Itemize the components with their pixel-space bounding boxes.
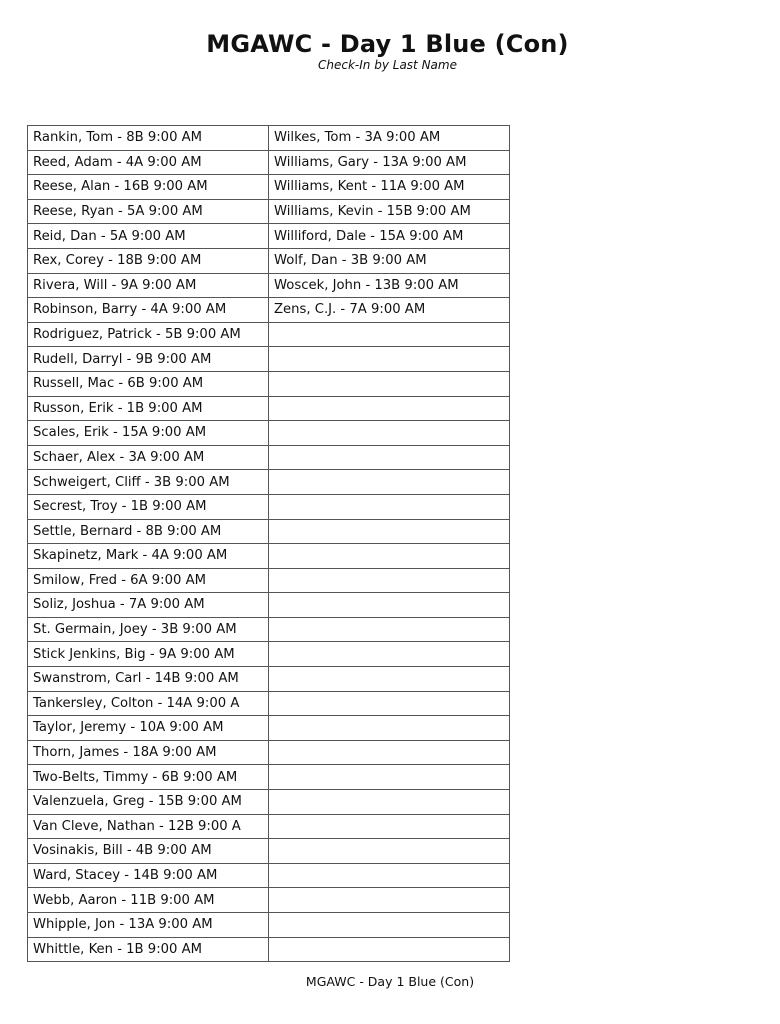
check-in-entry-right — [269, 667, 510, 692]
check-in-entry-left: Taylor, Jeremy - 10A 9:00 AM — [28, 716, 269, 741]
check-in-entry-left: Reid, Dan - 5A 9:00 AM — [28, 224, 269, 249]
check-in-entry-right — [269, 814, 510, 839]
check-in-entry-left: Reed, Adam - 4A 9:00 AM — [28, 150, 269, 175]
table-row — [28, 519, 510, 544]
table-row — [28, 371, 510, 396]
table-row — [28, 544, 510, 569]
table-row — [28, 716, 510, 741]
table-row — [28, 617, 510, 642]
check-in-entry-right — [269, 863, 510, 888]
check-in-table — [27, 125, 510, 962]
table-row — [28, 470, 510, 495]
check-in-entry-right — [269, 421, 510, 446]
table-row — [28, 199, 510, 224]
table-row — [28, 494, 510, 519]
check-in-entry-left: St. Germain, Joey - 3B 9:00 AM — [28, 617, 269, 642]
table-row — [28, 593, 510, 618]
table-row — [28, 175, 510, 200]
page-subtitle: Check-In by Last Name — [318, 58, 457, 72]
check-in-entry-left: Schaer, Alex - 3A 9:00 AM — [28, 445, 269, 470]
check-in-entry-right — [269, 322, 510, 347]
check-in-entry-left: Skapinetz, Mark - 4A 9:00 AM — [28, 544, 269, 569]
check-in-entry-right: Williams, Gary - 13A 9:00 AM — [269, 150, 510, 175]
check-in-entry-right — [269, 617, 510, 642]
table-row — [28, 691, 510, 716]
check-in-entry-right — [269, 642, 510, 667]
check-in-entry-left: Robinson, Barry - 4A 9:00 AM — [28, 298, 269, 323]
table-row — [28, 814, 510, 839]
check-in-entry-left: Reese, Ryan - 5A 9:00 AM — [28, 199, 269, 224]
table-row — [28, 568, 510, 593]
check-in-entry-left: Rankin, Tom - 8B 9:00 AM — [28, 126, 269, 151]
check-in-entry-left: Two-Belts, Timmy - 6B 9:00 AM — [28, 765, 269, 790]
check-in-entry-right — [269, 839, 510, 864]
check-in-entry-left: Rivera, Will - 9A 9:00 AM — [28, 273, 269, 298]
table-row — [28, 740, 510, 765]
check-in-entry-right — [269, 347, 510, 372]
check-in-entry-left: Russell, Mac - 6B 9:00 AM — [28, 371, 269, 396]
table-row — [28, 790, 510, 815]
check-in-entry-left: Russon, Erik - 1B 9:00 AM — [28, 396, 269, 421]
check-in-entry-left: Secrest, Troy - 1B 9:00 AM — [28, 494, 269, 519]
page-footer: MGAWC - Day 1 Blue (Con) — [305, 974, 475, 989]
check-in-entry-right — [269, 445, 510, 470]
check-in-entry-left: Reese, Alan - 16B 9:00 AM — [28, 175, 269, 200]
check-in-entry-right: Wilkes, Tom - 3A 9:00 AM — [269, 126, 510, 151]
check-in-entry-right — [269, 568, 510, 593]
check-in-entry-right — [269, 691, 510, 716]
check-in-entry-left: Vosinakis, Bill - 4B 9:00 AM — [28, 839, 269, 864]
check-in-entry-left: Schweigert, Cliff - 3B 9:00 AM — [28, 470, 269, 495]
table-row — [28, 273, 510, 298]
check-in-entry-left: Whittle, Ken - 1B 9:00 AM — [28, 937, 269, 962]
check-in-entry-right: Woscek, John - 13B 9:00 AM — [269, 273, 510, 298]
table-row — [28, 224, 510, 249]
check-in-entry-left: Rodriguez, Patrick - 5B 9:00 AM — [28, 322, 269, 347]
table-row — [28, 421, 510, 446]
check-in-entry-right: Zens, C.J. - 7A 9:00 AM — [269, 298, 510, 323]
table-row — [28, 863, 510, 888]
table-row — [28, 150, 510, 175]
check-in-entry-right — [269, 765, 510, 790]
check-in-entry-right — [269, 519, 510, 544]
check-in-entry-right — [269, 544, 510, 569]
table-row — [28, 445, 510, 470]
check-in-entry-left: Settle, Bernard - 8B 9:00 AM — [28, 519, 269, 544]
check-in-entry-right — [269, 593, 510, 618]
table-row — [28, 298, 510, 323]
check-in-entry-right: Wolf, Dan - 3B 9:00 AM — [269, 248, 510, 273]
table-row — [28, 642, 510, 667]
check-in-entry-right — [269, 470, 510, 495]
check-in-entry-left: Scales, Erik - 15A 9:00 AM — [28, 421, 269, 446]
check-in-entry-left: Valenzuela, Greg - 15B 9:00 AM — [28, 790, 269, 815]
check-in-entry-left: Stick Jenkins, Big - 9A 9:00 AM — [28, 642, 269, 667]
check-in-entry-left: Rex, Corey - 18B 9:00 AM — [28, 248, 269, 273]
table-row — [28, 937, 510, 962]
check-in-entry-right — [269, 913, 510, 938]
check-in-entry-left: Whipple, Jon - 13A 9:00 AM — [28, 913, 269, 938]
check-in-entry-right — [269, 888, 510, 913]
table-row — [28, 888, 510, 913]
table-row — [28, 396, 510, 421]
table-row — [28, 126, 510, 151]
check-in-entry-left: Ward, Stacey - 14B 9:00 AM — [28, 863, 269, 888]
table-row — [28, 913, 510, 938]
check-in-entry-right — [269, 494, 510, 519]
check-in-entry-left: Webb, Aaron - 11B 9:00 AM — [28, 888, 269, 913]
check-in-entry-right — [269, 396, 510, 421]
check-in-entry-right: Williams, Kevin - 15B 9:00 AM — [269, 199, 510, 224]
check-in-entry-left: Smilow, Fred - 6A 9:00 AM — [28, 568, 269, 593]
check-in-entry-left: Rudell, Darryl - 9B 9:00 AM — [28, 347, 269, 372]
check-in-entry-left: Tankersley, Colton - 14A 9:00 A — [28, 691, 269, 716]
check-in-entry-right — [269, 790, 510, 815]
check-in-entry-right: Williford, Dale - 15A 9:00 AM — [269, 224, 510, 249]
check-in-entry-left: Soliz, Joshua - 7A 9:00 AM — [28, 593, 269, 618]
table-row — [28, 667, 510, 692]
page-title: MGAWC - Day 1 Blue (Con) — [206, 30, 569, 58]
table-row — [28, 765, 510, 790]
check-in-table-body — [28, 126, 510, 962]
check-in-entry-left: Swanstrom, Carl - 14B 9:00 AM — [28, 667, 269, 692]
check-in-entry-left: Thorn, James - 18A 9:00 AM — [28, 740, 269, 765]
table-row — [28, 347, 510, 372]
table-row — [28, 248, 510, 273]
check-in-entry-right — [269, 371, 510, 396]
check-in-entry-right: Williams, Kent - 11A 9:00 AM — [269, 175, 510, 200]
check-in-entry-right — [269, 740, 510, 765]
table-row — [28, 839, 510, 864]
table-row — [28, 322, 510, 347]
check-in-entry-right — [269, 716, 510, 741]
check-in-entry-right — [269, 937, 510, 962]
check-in-entry-left: Van Cleve, Nathan - 12B 9:00 A — [28, 814, 269, 839]
